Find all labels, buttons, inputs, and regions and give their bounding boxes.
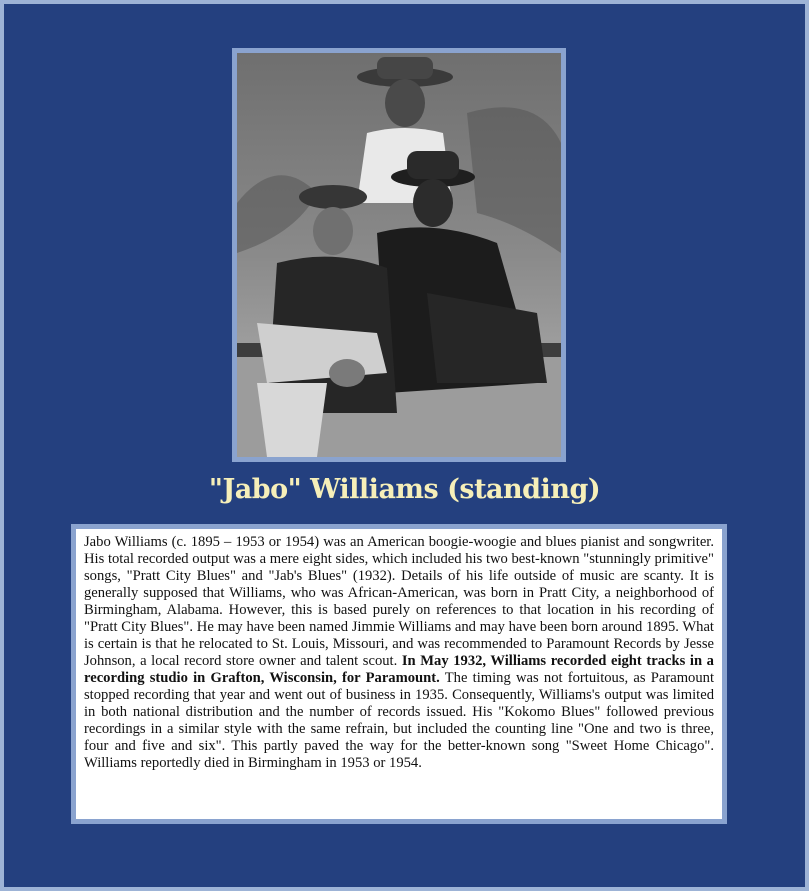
photo-frame: [232, 48, 566, 462]
bio-text-bold: In May 1932, Williams recorded eight tracks in a recording studio in Grafton, Wisconsin, for Paramount.: [84, 653, 714, 686]
portrait-image: [237, 53, 561, 457]
bio-frame: [71, 524, 727, 824]
bio-text: [76, 529, 722, 819]
bio-text-part2: The timing was not fortuitous, as Paramount stopped recording that year and went out of business in 1935. Consequently, Williams's output was limited in both national distribution and the number of records issued. His "Kokomo Blues" followed previous recordings in a similar style with the same refrain, but included the counting line "One and two is three, four and five and six". This partly paved the way for the better-known song "Sweet Home Chicago". Williams reportedly died in Birmingham in 1953 or 1954.: [84, 670, 715, 771]
portrait-photo: [237, 53, 561, 457]
bio-text-part1: Jabo Williams (c. 1895 – 1953 or 1954) was an American boogie-woogie and blues pianist and songwriter. His total recorded output was a mere eight sides, which included his two best-known "stunningly primitive" songs, "Pratt City Blues" and "Jab's Blues" (1932). Details of his life outside of music are scanty. It is generally supposed that Williams, who was African-American, was born in Pratt City, a neighborhood of Birmingham, Alabama. However, this is based purely on references to that location in his recording of "Pratt City Blues". He may have been named Jimmie Williams and may have been born around 1895. What is certain is that he relocated to St. Louis, Missouri, and was recommended to Paramount Records by Jesse Johnson, a local record store owner and talent scout.: [84, 534, 714, 669]
photo-caption: "Jabo" Williams (standing): [208, 474, 601, 505]
page-frame: [4, 4, 805, 887]
